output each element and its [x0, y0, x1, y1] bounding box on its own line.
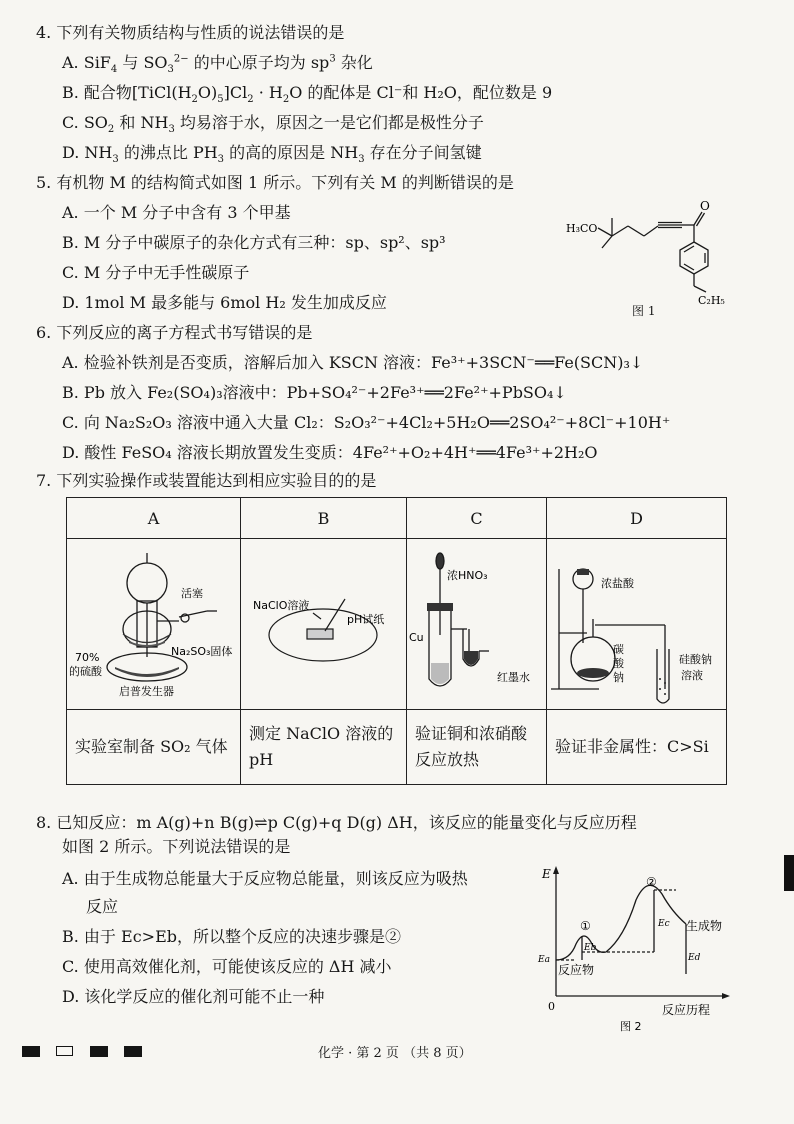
svg-text:Ed: Ed — [688, 953, 701, 963]
svg-text:Cu: Cu — [409, 631, 424, 644]
svg-text:活塞: 活塞 — [181, 587, 203, 600]
q5-option-b: B. M 分子中碳原子的杂化方式有三种：sp、sp²、sp³ — [62, 233, 446, 252]
goal-a: 实验室制备 SO₂ 气体 — [67, 710, 241, 785]
ethyl-label: C₂H₅ — [698, 294, 725, 307]
q8-stem-line2: 如图 2 所示。下列说法错误的是 — [62, 837, 291, 856]
svg-text:Eb: Eb — [584, 943, 597, 953]
goal-c: 验证铜和浓硝酸反应放热 — [407, 710, 547, 785]
q5-option-d: D. 1mol M 最多能与 6mol H₂ 发生加成反应 — [62, 293, 387, 312]
q6-stem: 6. 下列反应的离子方程式书写错误的是 — [36, 323, 313, 342]
svg-text:硅酸钠: 硅酸钠 — [679, 653, 712, 666]
q8-option-c: C. 使用高效催化剂，可能使该反应的 ΔH 减小 — [62, 957, 392, 976]
svg-text:溶液: 溶液 — [681, 669, 703, 682]
svg-text:碳: 碳 — [613, 643, 624, 656]
svg-text:②: ② — [646, 875, 657, 889]
svg-text:酸: 酸 — [613, 657, 624, 670]
q4-option-b: B. 配合物$[TiCl(H_2O)_5]Cl_2 \cdot H_2O$ 的配体是 Cl⁻和 H₂O，配位数是 9 — [62, 83, 553, 106]
svg-text:70%: 70% — [75, 651, 100, 664]
figure-2-energy-diagram — [536, 864, 736, 1034]
apparatus-c — [407, 539, 547, 710]
svg-text:图 2: 图 2 — [620, 1020, 642, 1033]
figure-1-structure — [560, 190, 760, 318]
svg-text:生成物: 生成物 — [686, 919, 723, 933]
header-b: B — [241, 498, 407, 539]
q5-option-a: A. 一个 M 分子中含有 3 个甲基 — [62, 203, 291, 222]
svg-text:①: ① — [580, 919, 591, 933]
q8-option-b: B. 由于 Ec>Eb，所以整个反应的决速步骤是② — [62, 927, 401, 946]
methoxy-label: H₃CO — [566, 222, 598, 235]
goal-d: 验证非金属性：C>Si — [547, 710, 727, 785]
scan-edge-mark — [784, 855, 794, 891]
header-a: A — [67, 498, 241, 539]
q4-option-a: A. SiF$_4$ 与 $SO_3^{2-}$ 的中心原子均为 $sp^3$ 杂化 — [62, 53, 373, 76]
q7-stem: 7. 下列实验操作或装置能达到相应实验目的的是 — [36, 471, 377, 490]
q8-stem-line1: 8. 已知反应：m A(g)+n B(g)⇌p C(g)+q D(g) ΔH，该反应的能量变化与反应历程 — [36, 813, 637, 832]
q6-option-b: B. Pb 放入 Fe₂(SO₄)₃溶液中：Pb+SO₄²⁻+2Fe³⁺══2Fe²⁺+PbSO₄↓ — [62, 383, 567, 402]
footer-block — [22, 1046, 40, 1057]
svg-text:Na₂SO₃固体: Na₂SO₃固体 — [171, 645, 233, 658]
svg-text:浓HNO₃: 浓HNO₃ — [447, 569, 488, 582]
q6-option-d: D. 酸性 FeSO₄ 溶液长期放置发生变质：4Fe²⁺+O₂+4H⁺══4Fe³⁺+2H₂O — [62, 443, 598, 462]
footer-block — [90, 1046, 108, 1057]
header-d: D — [547, 498, 727, 539]
q8-option-a-line2: 反应 — [86, 897, 119, 916]
svg-text:浓盐酸: 浓盐酸 — [601, 577, 634, 590]
svg-text:的硫酸: 的硫酸 — [69, 665, 102, 678]
q8-option-d: D. 该化学反应的催化剂可能不止一种 — [62, 987, 325, 1006]
footer-block — [124, 1046, 142, 1057]
svg-text:红墨水: 红墨水 — [497, 671, 530, 684]
page-footer: 化学 · 第 2 页 （共 8 页） — [318, 1046, 472, 1061]
header-c: C — [407, 498, 547, 539]
apparatus-d — [547, 539, 727, 710]
svg-text:O: O — [700, 199, 710, 213]
q8-option-a-line1: A. 由于生成物总能量大于反应物总能量，则该反应为吸热 — [62, 869, 468, 888]
footer-block-hollow — [56, 1046, 73, 1056]
svg-text:启普发生器: 启普发生器 — [119, 685, 174, 698]
goal-b: 测定 NaClO 溶液的 pH — [241, 710, 407, 785]
svg-text:E: E — [542, 867, 551, 881]
figure-1-caption: 图 1 — [632, 304, 656, 318]
svg-text:反应历程: 反应历程 — [662, 1003, 711, 1017]
svg-text:NaClO溶液: NaClO溶液 — [253, 599, 310, 612]
apparatus-a — [67, 539, 241, 710]
svg-text:pH试纸: pH试纸 — [347, 613, 385, 626]
q5-stem: 5. 有机物 M 的结构简式如图 1 所示。下列有关 M 的判断错误的是 — [36, 173, 514, 192]
experiment-table — [66, 497, 727, 785]
svg-text:反应物: 反应物 — [558, 963, 595, 977]
svg-text:Ec: Ec — [658, 919, 670, 929]
q4-option-d: D. $NH_3$ 的沸点比 $PH_3$ 的高的原因是 $NH_3$ 存在分子间氢键 — [62, 143, 482, 166]
q6-option-a: A. 检验补铁剂是否变质，溶解后加入 KSCN 溶液：Fe³⁺+3SCN⁻══Fe(SCN)₃↓ — [62, 353, 644, 372]
q5-option-c: C. M 分子中无手性碳原子 — [62, 263, 250, 282]
q4-option-c: C. $SO_2$ 和 $NH_3$ 均易溶于水，原因之一是它们都是极性分子 — [62, 113, 484, 136]
svg-text:Ea: Ea — [538, 955, 550, 965]
svg-text:0: 0 — [548, 1000, 555, 1013]
svg-text:钠: 钠 — [613, 671, 624, 684]
q6-option-c: C. 向 Na₂S₂O₃ 溶液中通入大量 Cl₂：S₂O₃²⁻+4Cl₂+5H₂O══2SO₄²⁻+8Cl⁻+10H⁺ — [62, 413, 671, 432]
q4-stem: 4. 下列有关物质结构与性质的说法错误的是 — [36, 23, 345, 42]
apparatus-b — [241, 539, 407, 710]
